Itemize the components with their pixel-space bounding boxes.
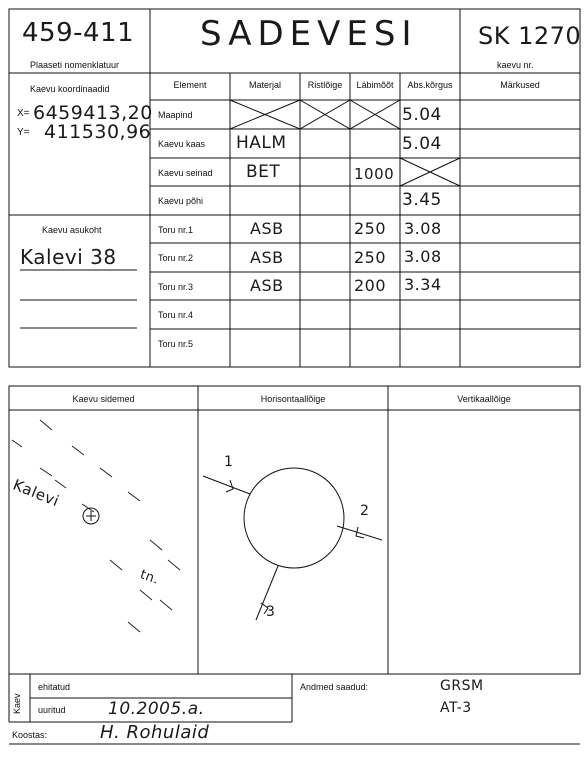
row-element: Toru nr.1: [158, 225, 194, 235]
built-label: ehitatud: [38, 682, 71, 692]
x-prefix: X=: [17, 108, 30, 119]
row-material: ASB: [250, 276, 284, 295]
row-height: 5.04: [402, 105, 442, 125]
y-coordinate-value: 411530,96: [44, 121, 152, 143]
page-title: SADEVESI: [200, 14, 418, 54]
well-number-value: SK 1270: [478, 22, 582, 50]
nomenclature-label: Plaaseti nomenklatuur: [30, 60, 120, 70]
pipe-1-label: 1: [224, 454, 234, 470]
row-height: 3.45: [402, 190, 442, 210]
street-abbrev: tn.: [138, 567, 161, 588]
col-header-diameter: Läbimõõt: [356, 80, 394, 90]
row-material: ASB: [250, 248, 284, 267]
row-height: 5.04: [402, 134, 442, 154]
row-height: 3.08: [404, 247, 442, 266]
street-name: Kalevi: [10, 475, 62, 511]
row-diameter: 250: [354, 219, 387, 238]
location-label: Kaevu asukoht: [42, 225, 102, 235]
data-from-value-1: GRSM: [440, 678, 484, 694]
row-diameter: 250: [354, 248, 387, 267]
row-element: Kaevu põhi: [158, 196, 204, 206]
y-prefix: Y=: [17, 127, 30, 138]
well-side-label: Kaev: [12, 693, 22, 714]
row-diameter: 200: [354, 276, 387, 295]
col-header-element: Element: [173, 80, 207, 90]
row-material: BET: [246, 162, 281, 182]
row-element: Kaevu kaas: [158, 139, 206, 149]
location-value: Kalevi 38: [20, 245, 117, 269]
well-number-label: kaevu nr.: [497, 60, 534, 70]
horizontal-section-label: Horisontaallõige: [260, 394, 326, 404]
nomenclature-value: 459-411: [22, 18, 135, 48]
vertical-section-label: Vertikaallõige: [457, 394, 511, 404]
street-sketch: [12, 420, 180, 632]
data-from-label: Andmed saadud:: [300, 682, 369, 692]
pipe-3-label: 3: [266, 604, 276, 620]
col-header-abs-height: Abs.kõrgus: [407, 80, 453, 90]
col-header-cross-section: Ristlõige: [307, 80, 343, 90]
row-element: Maapind: [158, 110, 193, 120]
col-header-material: Materjal: [248, 80, 281, 90]
row-diameter: 1000: [354, 165, 395, 183]
horizontal-section-drawing: [203, 468, 382, 620]
row-height: 3.34: [404, 275, 442, 294]
row-material: ASB: [250, 219, 284, 238]
coordinates-label: Kaevu koordinaadid: [30, 84, 110, 94]
row-element: Toru nr.5: [158, 339, 194, 349]
ties-section-label: Kaevu sidemed: [72, 394, 135, 404]
data-from-value-2: AT-3: [440, 700, 472, 716]
col-header-notes: Märkused: [500, 80, 540, 90]
compiled-value: H. Rohulaid: [100, 722, 210, 743]
row-element: Toru nr.3: [158, 282, 194, 292]
pipe-2-label: 2: [360, 503, 370, 519]
x-coordinate-value: 6459413,20: [33, 102, 153, 124]
compiled-label: Koostas:: [12, 730, 48, 740]
surveyed-label: uuritud: [38, 705, 66, 715]
row-element: Kaevu seinad: [158, 168, 213, 178]
row-material: HALM: [236, 133, 287, 153]
row-height: 3.08: [404, 219, 442, 238]
row-element: Toru nr.2: [158, 253, 194, 263]
row-element: Toru nr.4: [158, 310, 194, 320]
surveyed-value: 10.2005.a.: [108, 699, 205, 719]
